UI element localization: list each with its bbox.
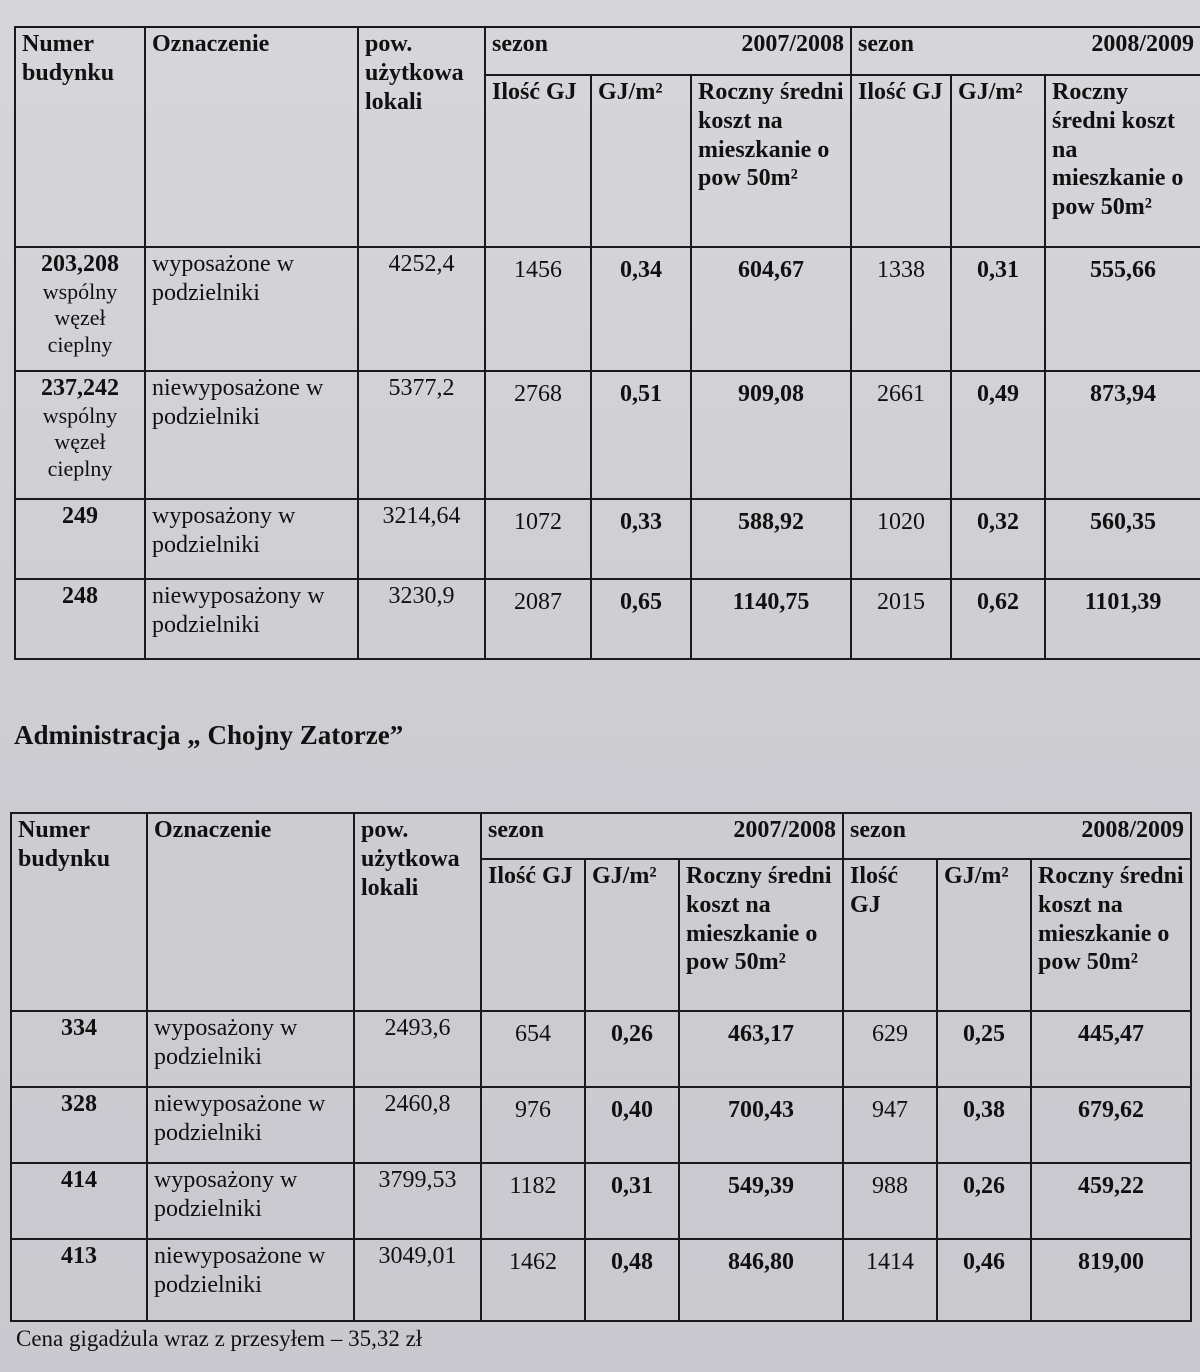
cell-gj-per-m2: 0,38	[937, 1087, 1031, 1163]
cell-qty-gj: 976	[481, 1087, 585, 1163]
cell-gj-per-m2: 0,26	[585, 1011, 679, 1087]
header-row-1	[15, 27, 1200, 75]
header-area: pow. użytkowa lokali	[358, 27, 485, 247]
table-row	[15, 579, 1200, 659]
header-annual-cost: Roczny średni koszt na mieszkanie o pow 50m²	[1045, 75, 1200, 247]
cell-qty-gj: 654	[481, 1011, 585, 1087]
cell-annual-cost: 1140,75	[691, 579, 851, 659]
cell-gj-per-m2: 0,48	[585, 1239, 679, 1321]
table-row	[15, 371, 1200, 499]
header-row-1	[11, 813, 1191, 859]
season-label: sezon	[488, 817, 544, 843]
cell-gj-per-m2: 0,26	[937, 1163, 1031, 1239]
cell-area: 3214,64	[358, 499, 485, 579]
cell-gj-per-m2: 0,31	[951, 247, 1045, 371]
cell-gj-per-m2: 0,49	[951, 371, 1045, 499]
season-year: 2007/2008	[733, 817, 837, 843]
cell-qty-gj: 2768	[485, 371, 591, 499]
header-gj-per-m2: GJ/m²	[937, 859, 1031, 1011]
cell-annual-cost: 459,22	[1031, 1163, 1191, 1239]
cell-area: 4252,4	[358, 247, 485, 371]
building-note: wspólny węzeł cieplny	[42, 278, 118, 357]
header-building-number: Numer budynku	[15, 27, 145, 247]
table-row	[11, 1011, 1191, 1087]
cell-qty-gj: 1020	[851, 499, 951, 579]
cell-designation: wyposażony w podzielniki	[145, 499, 358, 579]
table-row	[11, 1239, 1191, 1321]
cell-building-number	[11, 1239, 147, 1321]
cell-designation: wyposażony w podzielniki	[147, 1011, 354, 1087]
cell-area: 3230,9	[358, 579, 485, 659]
cell-building-number	[11, 1087, 147, 1163]
cell-annual-cost: 873,94	[1045, 371, 1200, 499]
cell-qty-gj: 1182	[481, 1163, 585, 1239]
heating-table-2	[10, 812, 1192, 1322]
header-qty-gj: Ilość GJ	[485, 75, 591, 247]
header-season-1	[485, 27, 851, 75]
cell-building-number	[15, 247, 145, 371]
cell-building-number	[11, 1011, 147, 1087]
building-number: 249	[62, 503, 98, 529]
cell-annual-cost: 463,17	[679, 1011, 843, 1087]
season-label: sezon	[492, 31, 548, 57]
cell-building-number	[15, 371, 145, 499]
season-label: sezon	[850, 817, 907, 843]
table-row	[11, 1087, 1191, 1163]
season-year: 2007/2008	[741, 31, 845, 57]
table-row	[15, 499, 1200, 579]
cell-qty-gj: 2087	[485, 579, 591, 659]
header-qty-gj: Ilość GJ	[851, 75, 951, 247]
cell-qty-gj: 629	[843, 1011, 937, 1087]
header-annual-cost: Roczny średni koszt na mieszkanie o pow 50m²	[679, 859, 843, 1011]
cell-gj-per-m2: 0,46	[937, 1239, 1031, 1321]
header-qty-gj: Ilość GJ	[481, 859, 585, 1011]
cell-qty-gj: 2661	[851, 371, 951, 499]
cell-area: 2460,8	[354, 1087, 481, 1163]
header-annual-cost: Roczny średni koszt na mieszkanie o pow 50m²	[691, 75, 851, 247]
header-qty-gj: Ilość GJ	[843, 859, 937, 1011]
cell-qty-gj: 2015	[851, 579, 951, 659]
header-annual-cost: Roczny średni koszt na mieszkanie o pow 50m²	[1031, 859, 1191, 1011]
building-number: 203,208	[41, 251, 119, 277]
header-season-1	[481, 813, 843, 859]
cell-annual-cost: 909,08	[691, 371, 851, 499]
cell-building-number	[15, 579, 145, 659]
cell-gj-per-m2: 0,65	[591, 579, 691, 659]
cell-designation: niewyposażony w podzielniki	[145, 579, 358, 659]
cell-annual-cost: 679,62	[1031, 1087, 1191, 1163]
cell-gj-per-m2: 0,33	[591, 499, 691, 579]
header-designation: Oznaczenie	[145, 27, 358, 247]
cell-gj-per-m2: 0,62	[951, 579, 1045, 659]
cell-qty-gj: 1338	[851, 247, 951, 371]
building-number: 334	[61, 1015, 97, 1041]
cell-annual-cost: 1101,39	[1045, 579, 1200, 659]
cell-area: 5377,2	[358, 371, 485, 499]
cell-qty-gj: 1414	[843, 1239, 937, 1321]
cell-annual-cost: 445,47	[1031, 1011, 1191, 1087]
cell-annual-cost: 555,66	[1045, 247, 1200, 371]
cell-area: 3799,53	[354, 1163, 481, 1239]
cell-designation: niewyposażone w podzielniki	[145, 371, 358, 499]
building-number: 328	[61, 1091, 97, 1117]
table-row	[11, 1163, 1191, 1239]
cell-qty-gj: 1462	[481, 1239, 585, 1321]
cell-qty-gj: 947	[843, 1087, 937, 1163]
season-year: 2008/2009	[1081, 817, 1185, 843]
section-title-chojny-zatorze: Administracja „ Chojny Zatorze”	[14, 720, 404, 750]
header-building-number: Numer budynku	[11, 813, 147, 1011]
cell-gj-per-m2: 0,51	[591, 371, 691, 499]
cell-gj-per-m2: 0,31	[585, 1163, 679, 1239]
cell-designation: niewyposażone w podzielniki	[147, 1239, 354, 1321]
cell-qty-gj: 988	[843, 1163, 937, 1239]
cell-gj-per-m2: 0,25	[937, 1011, 1031, 1087]
cell-area: 2493,6	[354, 1011, 481, 1087]
table-row	[15, 247, 1200, 371]
cell-annual-cost: 819,00	[1031, 1239, 1191, 1321]
cell-annual-cost: 846,80	[679, 1239, 843, 1321]
cell-gj-per-m2: 0,32	[951, 499, 1045, 579]
building-number: 248	[62, 583, 98, 609]
header-gj-per-m2: GJ/m²	[585, 859, 679, 1011]
header-gj-per-m2: GJ/m²	[591, 75, 691, 247]
cell-qty-gj: 1456	[485, 247, 591, 371]
header-area: pow. użytkowa lokali	[354, 813, 481, 1011]
footnote-gj-price: Cena gigadżula wraz z przesyłem – 35,32 zł	[16, 1326, 423, 1351]
building-number: 237,242	[41, 375, 119, 401]
cell-designation: wyposażony w podzielniki	[147, 1163, 354, 1239]
cell-qty-gj: 1072	[485, 499, 591, 579]
season-year: 2008/2009	[1091, 31, 1195, 57]
cell-designation: wyposażone w podzielniki	[145, 247, 358, 371]
cell-annual-cost: 588,92	[691, 499, 851, 579]
season-label: sezon	[858, 31, 915, 57]
building-note: wspólny węzeł cieplny	[42, 402, 118, 481]
cell-annual-cost: 700,43	[679, 1087, 843, 1163]
header-gj-per-m2: GJ/m²	[951, 75, 1045, 247]
cell-building-number	[15, 499, 145, 579]
cell-annual-cost: 604,67	[691, 247, 851, 371]
cell-building-number	[11, 1163, 147, 1239]
cell-annual-cost: 549,39	[679, 1163, 843, 1239]
header-season-2	[851, 27, 1200, 75]
cell-gj-per-m2: 0,40	[585, 1087, 679, 1163]
building-number: 414	[61, 1167, 97, 1193]
heating-table-1	[14, 26, 1200, 660]
header-designation: Oznaczenie	[147, 813, 354, 1011]
cell-area: 3049,01	[354, 1239, 481, 1321]
cell-annual-cost: 560,35	[1045, 499, 1200, 579]
cell-gj-per-m2: 0,34	[591, 247, 691, 371]
header-season-2	[843, 813, 1191, 859]
cell-designation: niewyposażone w podzielniki	[147, 1087, 354, 1163]
building-number: 413	[61, 1243, 97, 1269]
